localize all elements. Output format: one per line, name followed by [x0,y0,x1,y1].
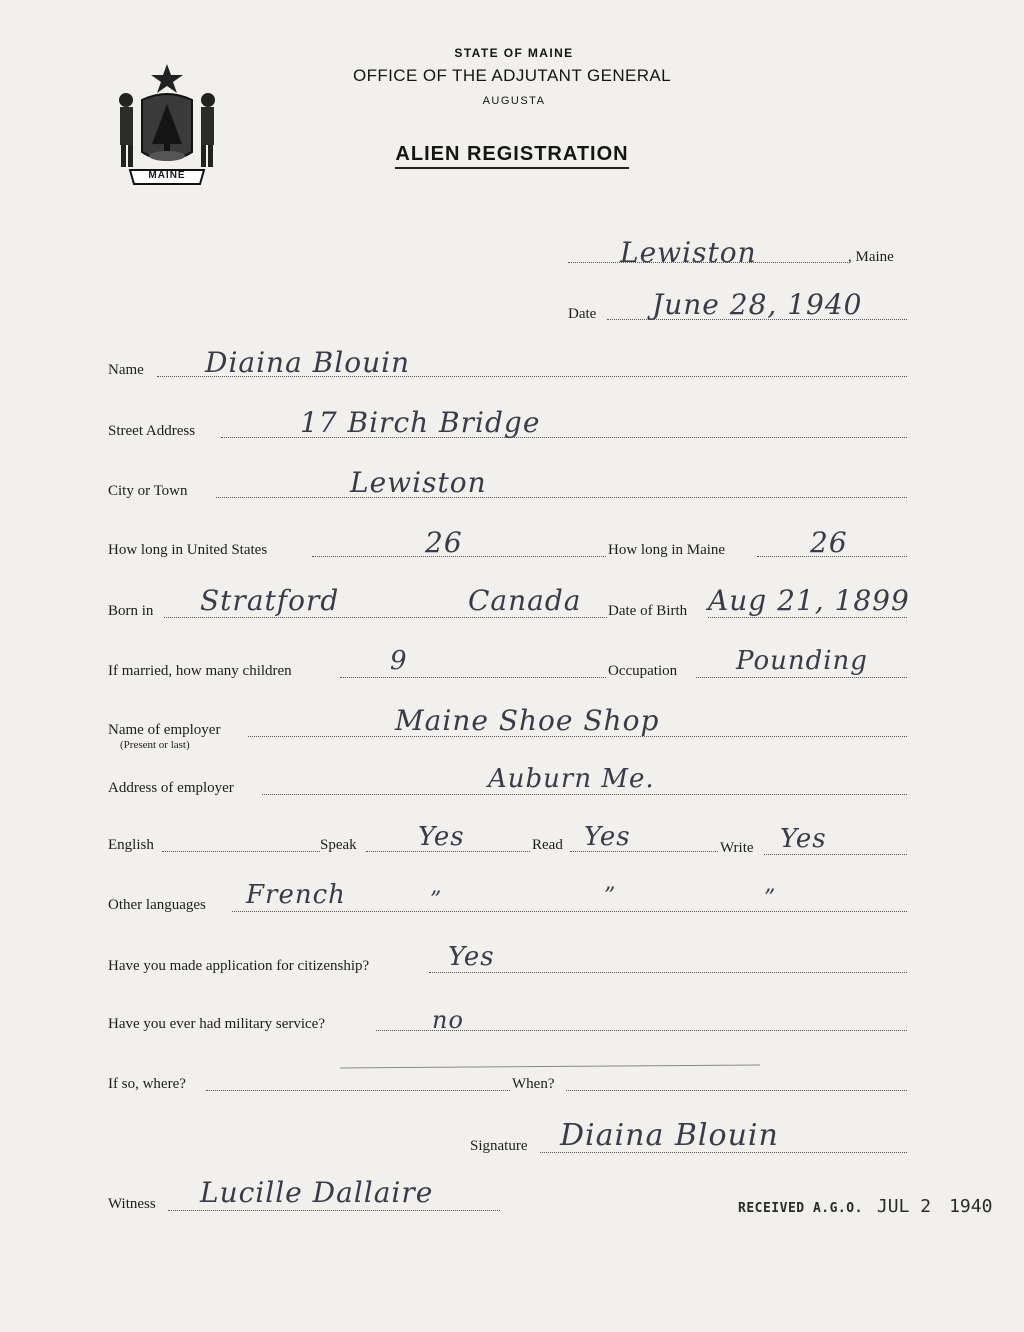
street-label: Street Address [108,423,196,439]
employer-address-value: Auburn Me. [488,764,655,794]
citizenship-label: Have you made application for citizenship? [108,958,370,974]
employer-value: Maine Shoe Shop [395,704,660,737]
place-value: Lewiston [620,236,757,269]
header-state: STATE OF MAINE [454,46,574,60]
header-city: AUGUSTA [482,95,546,107]
stamp-year: 1940 [949,1196,993,1217]
children-line [340,677,606,678]
read-label: Read [532,837,563,853]
dob-line [708,617,907,618]
name-value: Diaina Blouin [205,346,411,379]
where-line [206,1090,510,1091]
other-languages-speak: ” [430,888,443,913]
date-value: June 28, 1940 [652,288,863,321]
speak-label: Speak [320,837,357,853]
form-title: ALIEN REGISTRATION [0,143,1024,166]
born-in-country: Canada [468,584,582,617]
occupation-line [696,677,907,678]
born-in-line [164,617,607,618]
date-label: Date [568,306,597,322]
name-label: Name [108,362,144,378]
write-label: Write [720,840,754,856]
dob-value: Aug 21, 1899 [708,584,910,617]
other-languages-read: ” [604,884,617,909]
witness-line [168,1210,500,1211]
street-value: 17 Birch Bridge [300,406,541,439]
stamp-date: JUL 2 [876,1196,932,1217]
witness-label: Witness [108,1196,156,1212]
city-line [216,497,907,498]
other-languages-write: ” [764,886,777,911]
children-label: If married, how many children [108,663,292,679]
city-label: City or Town [108,483,188,499]
seal-banner-text: MAINE [148,170,186,181]
occupation-value: Pounding [736,646,868,676]
other-languages-label: Other languages [108,897,206,913]
speak-value: Yes [418,822,465,852]
english-label: English [108,837,154,853]
write-value: Yes [780,824,827,854]
children-value: 9 [390,646,408,676]
born-in-label: Born in [108,603,154,619]
employer-label: Name of employer [108,722,221,738]
stamp-received: RECEIVED A.G.O. [738,1201,863,1216]
place-suffix: , Maine [848,249,894,265]
how-long-maine-label: How long in Maine [608,542,726,558]
employer-sublabel: (Present or last) [120,739,190,751]
occupation-label: Occupation [608,663,678,679]
other-languages-line [232,911,907,912]
dob-label: Date of Birth [608,603,688,619]
where-label: If so, where? [108,1076,186,1092]
english-line [162,851,320,852]
military-label: Have you ever had military service? [108,1016,325,1032]
city-value: Lewiston [350,466,487,499]
employer-address-line [262,794,907,795]
when-line [566,1090,907,1091]
other-languages-value: French [246,880,346,910]
when-label: When? [512,1076,555,1092]
citizenship-line [429,972,907,973]
citizenship-value: Yes [448,942,495,972]
how-long-us-value: 26 [425,526,463,559]
how-long-maine-value: 26 [810,526,848,559]
born-in-value: Stratford [200,584,340,617]
write-line [764,854,907,855]
signature-value: Diaina Blouin [560,1118,779,1153]
witness-value: Lucille Dallaire [200,1176,434,1209]
how-long-us-label: How long in United States [108,542,268,558]
military-value: no [432,1006,464,1034]
header-office: OFFICE OF THE ADJUTANT GENERAL [352,66,672,85]
employer-address-label: Address of employer [108,780,234,796]
received-stamp [738,1196,992,1217]
strike-line [340,1065,760,1069]
signature-label: Signature [470,1138,528,1154]
read-value: Yes [584,822,631,852]
